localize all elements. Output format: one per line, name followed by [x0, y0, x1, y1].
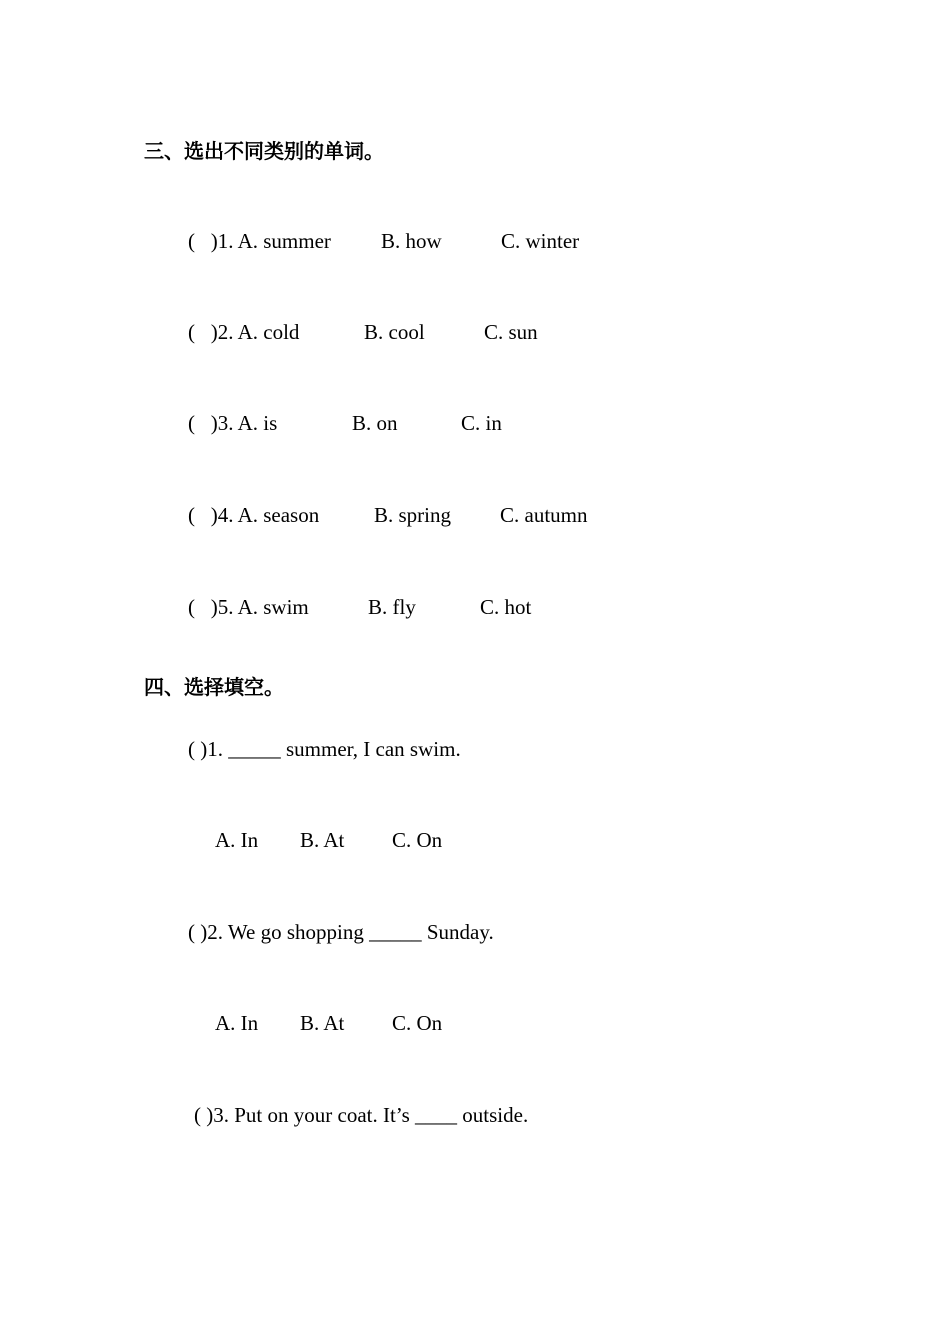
question-prefix: ( )1. A. summer — [188, 229, 331, 253]
option-c: C. hot — [480, 595, 532, 619]
option-a: A. In — [215, 1011, 259, 1035]
section-4-question-3-stem: ( )3. Put on your coat. It’s ____ outside. — [194, 1103, 529, 1127]
option-c: C. autumn — [500, 503, 588, 527]
option-b: B. At — [300, 828, 345, 852]
option-b: B. how — [381, 229, 442, 253]
question-prefix: ( )2. A. cold — [188, 320, 300, 344]
question-prefix: ( )4. A. season — [188, 503, 320, 527]
option-c: C. On — [392, 828, 443, 852]
option-c: C. On — [392, 1011, 443, 1035]
section-4-question-1-stem: ( )1. _____ summer, I can swim. — [188, 737, 461, 761]
option-b: B. spring — [374, 503, 452, 527]
option-b: B. on — [352, 411, 398, 435]
option-c: C. winter — [501, 229, 580, 253]
option-b: B. cool — [364, 320, 425, 344]
option-c: C. sun — [484, 320, 538, 344]
section-4-question-2-stem: ( )2. We go shopping _____ Sunday. — [188, 920, 494, 944]
question-prefix: ( )3. A. is — [188, 411, 278, 435]
option-b: B. fly — [368, 595, 416, 619]
option-b: B. At — [300, 1011, 345, 1035]
option-a: A. In — [215, 828, 259, 852]
section-4-heading: 四、选择填空。 — [144, 675, 284, 699]
question-prefix: ( )5. A. swim — [188, 595, 309, 619]
option-c: C. in — [461, 411, 502, 435]
section-3-heading: 三、选出不同类别的单词。 — [144, 139, 384, 163]
